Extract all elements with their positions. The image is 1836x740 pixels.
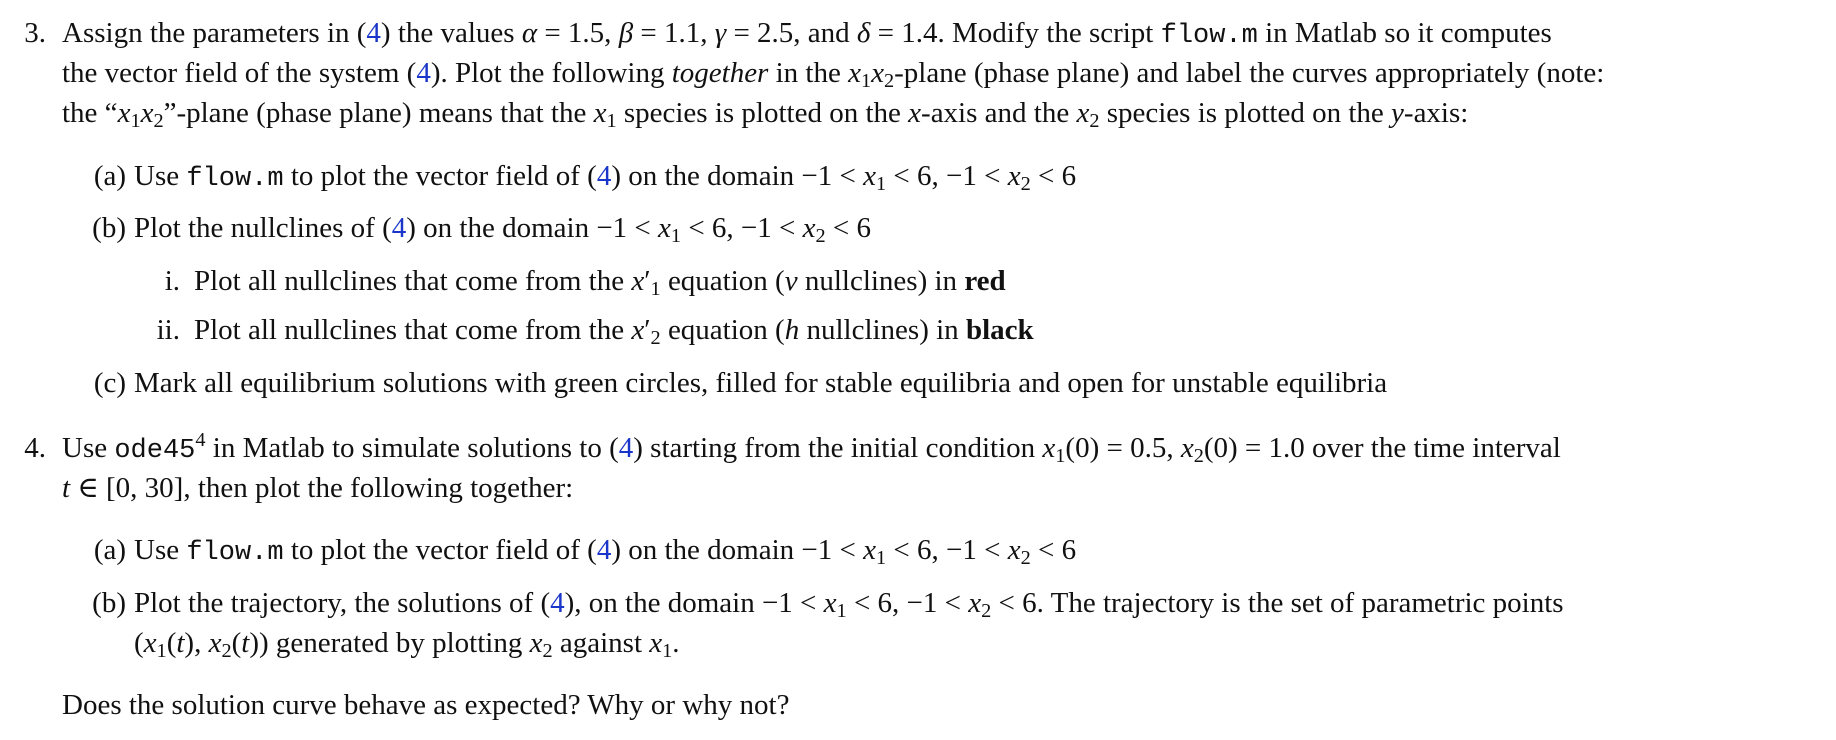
problem-3-part-b-i: Plot all nullclines that come from the $x'_1$ equation (v nullclines) in red bbox=[194, 265, 1006, 301]
subpart-label: i. bbox=[164, 265, 180, 297]
problem-4-line-1: Use $ode45^4$ in Matlab to simulate solutions to (4) starting from the initial condition $x_1(0) = 0.5$, $x_2(0) = 1.0$ over the time interval bbox=[62, 428, 1561, 468]
equation-ref-link[interactable]: 4 bbox=[618, 432, 634, 464]
equation-ref-link[interactable]: 4 bbox=[596, 534, 612, 566]
part-label: (c) bbox=[93, 367, 126, 399]
part-label: (a) bbox=[93, 534, 126, 566]
problem-4-part-b-line-1: Plot the trajectory, the solutions of (4), on the domain $-1 < x_1 < 6$, $-1 < x_2 < 6$. The trajectory is the set of parametric points bbox=[134, 587, 1564, 623]
part-label: (b) bbox=[92, 587, 126, 619]
problem-3-part-c: Mark all equilibrium solutions with green circles, filled for stable equilibria and open for unstable equilibria bbox=[134, 367, 1388, 399]
equation-ref-link[interactable]: 4 bbox=[366, 17, 381, 49]
problem-3-line-2: the vector field of the system (4). Plot the following together in the $x_1x_2$-plane (phase plane) and label the curves appropriately (note: bbox=[62, 57, 1605, 93]
problem-3-line-1: Assign the parameters in (4) the values α = 1.5, β = 1.1, γ = 2.5, and δ = 1.4. Modify the script flow.m in Matlab so it computes bbox=[62, 17, 1552, 51]
equation-ref-link[interactable]: 4 bbox=[550, 587, 565, 619]
part-label: (b) bbox=[92, 212, 126, 244]
problem-4-part-b-line-2: ($x_1(t)$, $x_2(t)$) generated by plotting $x_2$ against $x_1$. bbox=[134, 627, 680, 663]
equation-ref-link[interactable]: 4 bbox=[391, 212, 407, 244]
problem-3-line-3: the “$x_1x_2$”-plane (phase plane) means that the $x_1$ species is plotted on the x-axis and the $x_2$ species is plotted on the y-axis: bbox=[62, 97, 1469, 133]
problem-3-part-b-ii: Plot all nullclines that come from the $x'_2$ equation (h nullclines) in black bbox=[194, 314, 1034, 350]
subpart-label: ii. bbox=[156, 314, 180, 346]
equation-ref-link[interactable]: 4 bbox=[596, 160, 612, 192]
problem-3-part-b: Plot the nullclines of (4) on the domain $-1 < x_1 < 6$, $-1 < x_2 < 6$ bbox=[134, 212, 872, 248]
problem-4-part-a: Use flow.m to plot the vector field of (4) on the domain $-1 < x_1 < 6$, $-1 < x_2 < 6$ bbox=[134, 534, 1077, 570]
problem-4-line-2: t ∈ [0, 30], then plot the following together: bbox=[62, 472, 574, 504]
closing-question: Does the solution curve behave as expected? Why or why not? bbox=[62, 689, 790, 721]
problem-number: 4. bbox=[24, 432, 46, 464]
part-label: (a) bbox=[93, 160, 126, 192]
equation-ref-link[interactable]: 4 bbox=[416, 57, 431, 89]
problem-number: 3. bbox=[24, 17, 46, 49]
problem-3-part-a: Use flow.m to plot the vector field of (4) on the domain $-1 < x_1 < 6$, $-1 < x_2 < 6$ bbox=[134, 160, 1077, 196]
